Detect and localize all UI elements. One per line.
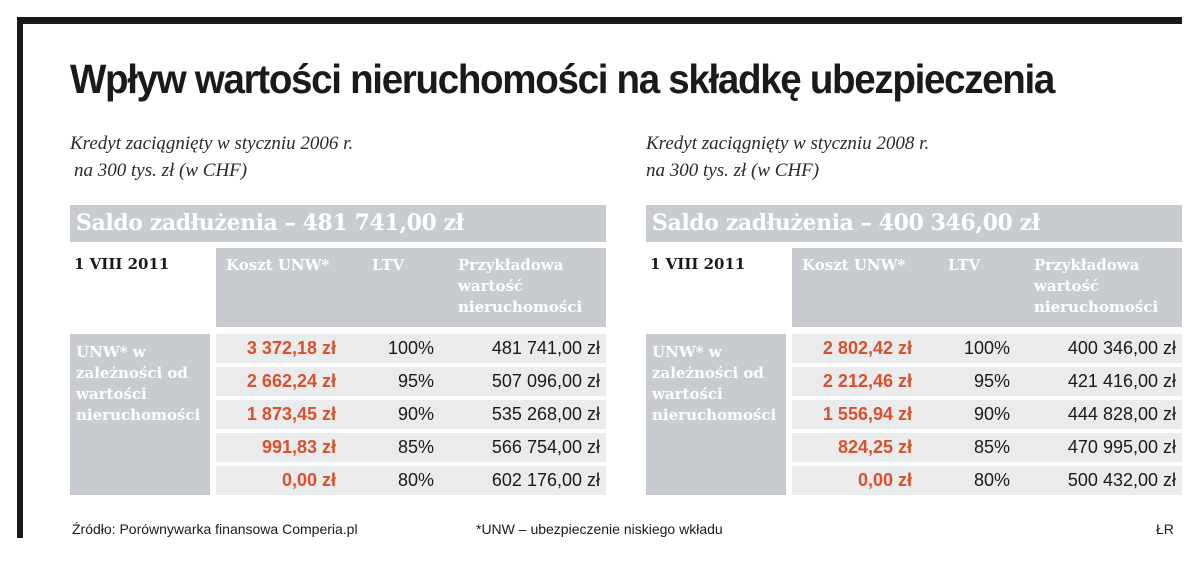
- subtitle-line-1: Kredyt zaciągnięty w styczniu 2008 r.: [646, 133, 930, 154]
- author-initials: ŁR: [1156, 521, 1174, 537]
- cell-koszt: 2 212,46 zł: [822, 371, 912, 391]
- table-row: [792, 466, 1182, 495]
- cell-ltv: 85%: [973, 437, 1010, 457]
- frame-top-rule: [17, 17, 1182, 24]
- cell-value: 500 432,00 zł: [1067, 470, 1176, 490]
- row-label-box: [646, 334, 786, 495]
- row-label-text: UNW* w zależności od wartości nieruchomości: [652, 343, 777, 424]
- header-ltv: LTV: [372, 256, 405, 274]
- cell-ltv: 80%: [973, 470, 1010, 490]
- frame-left-rule: [17, 17, 23, 538]
- cell-koszt: 1 556,94 zł: [822, 404, 912, 424]
- cell-koszt: 0,00 zł: [857, 470, 912, 490]
- cell-value: 602 176,00 zł: [491, 470, 600, 490]
- cell-ltv: 100%: [387, 338, 434, 358]
- cell-ltv: 90%: [397, 404, 434, 424]
- row-label-text: UNW* w zależności od wartości nieruchomości: [76, 343, 201, 424]
- cell-value: 507 096,00 zł: [491, 371, 600, 391]
- source-note: Źródło: Porównywarka finansowa Comperia.pl: [72, 521, 358, 537]
- table-row: [792, 400, 1182, 429]
- cell-ltv: 80%: [397, 470, 434, 490]
- cell-koszt: 1 873,45 zł: [246, 404, 336, 424]
- cell-value: 421 416,00 zł: [1067, 371, 1176, 391]
- cell-ltv: 90%: [973, 404, 1010, 424]
- header-koszt: Koszt UNW*: [226, 256, 330, 274]
- cell-koszt: 2 662,24 zł: [246, 371, 336, 391]
- infographic-title: Wpływ wartości nieruchomości na składkę ubezpieczenia: [70, 56, 1055, 102]
- cell-koszt: 991,83 zł: [261, 437, 336, 457]
- table-row: [216, 466, 606, 495]
- panel-subtitle: [646, 130, 929, 184]
- cell-koszt: 824,25 zł: [837, 437, 912, 457]
- table-row: [216, 400, 606, 429]
- table-row: [216, 334, 606, 363]
- cell-ltv: 95%: [973, 371, 1010, 391]
- cell-ltv: 95%: [397, 371, 434, 391]
- cell-koszt: 2 802,42 zł: [822, 338, 912, 358]
- cell-koszt: 3 372,18 zł: [246, 338, 336, 358]
- header-przykladowa: Przykładowa wartość nieruchomości: [458, 256, 583, 316]
- table-row: [216, 433, 606, 462]
- footnote-unw: *UNW – ubezpieczenie niskiego wkładu: [476, 521, 723, 537]
- header-przykladowa: Przykładowa wartość nieruchomości: [1034, 256, 1159, 316]
- table-row: [792, 334, 1182, 363]
- date-label: 1 VIII 2011: [74, 255, 170, 273]
- subtitle-line-2: na 300 tys. zł (w CHF): [646, 160, 820, 181]
- cell-value: 566 754,00 zł: [491, 437, 600, 457]
- subtitle-line-1: Kredyt zaciągnięty w styczniu 2006 r.: [70, 133, 354, 154]
- subtitle-line-2: na 300 tys. zł (w CHF): [74, 160, 248, 181]
- cell-ltv: 100%: [963, 338, 1010, 358]
- cell-value: 481 741,00 zł: [491, 338, 600, 358]
- header-ltv: LTV: [948, 256, 981, 274]
- panel-subtitle: [70, 130, 353, 184]
- cell-ltv: 85%: [397, 437, 434, 457]
- cell-value: 400 346,00 zł: [1067, 338, 1176, 358]
- cell-value: 535 268,00 zł: [491, 404, 600, 424]
- date-label: 1 VIII 2011: [650, 255, 746, 273]
- table-row: [792, 433, 1182, 462]
- cell-value: 470 995,00 zł: [1067, 437, 1176, 457]
- saldo-bar: Saldo zadłużenia – 481 741,00 zł: [70, 205, 606, 242]
- cell-koszt: 0,00 zł: [281, 470, 336, 490]
- table-row: [792, 367, 1182, 396]
- table-header: [792, 248, 1182, 327]
- saldo-bar: Saldo zadłużenia – 400 346,00 zł: [646, 205, 1182, 242]
- row-label-box: [70, 334, 210, 495]
- table-row: [216, 367, 606, 396]
- table-header: [216, 248, 606, 327]
- panel-2008-loan: [646, 130, 1182, 500]
- panel-2006-loan: [70, 130, 606, 500]
- header-koszt: Koszt UNW*: [802, 256, 906, 274]
- cell-value: 444 828,00 zł: [1067, 404, 1176, 424]
